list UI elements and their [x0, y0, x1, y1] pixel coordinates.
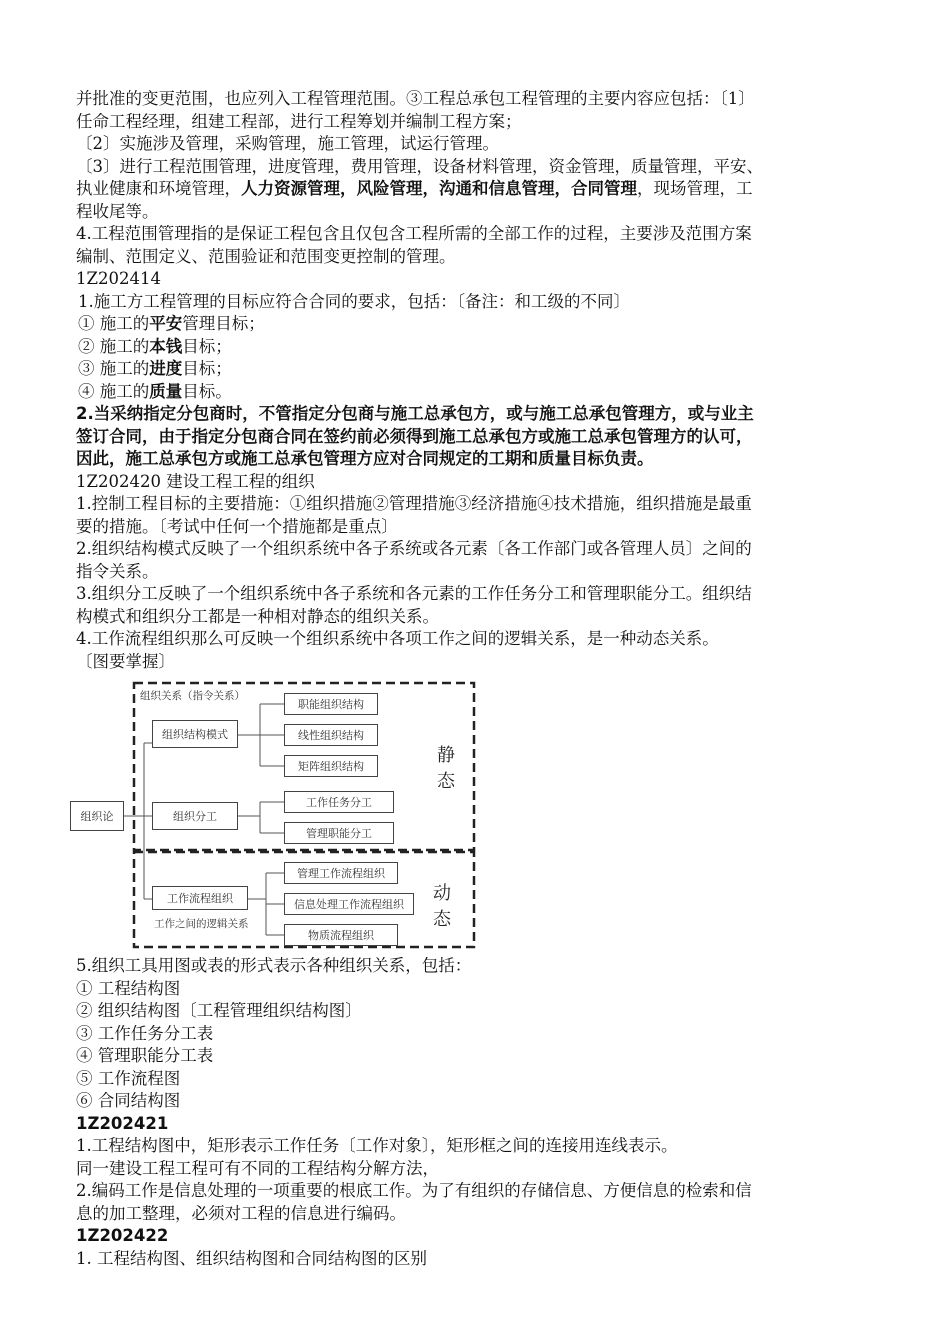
text-line: 程收尾等。 — [76, 201, 159, 221]
text-line: 4.工程范围管理指的是保证工程包含且仅包含工程所需的全部工作的过程，主要涉及范围方案 — [76, 224, 752, 243]
static-label-1: 静 — [437, 745, 455, 766]
text-span: 管理目标； — [182, 314, 265, 333]
list-item: ① 工程结构图 — [76, 978, 181, 998]
text-line: 要的措施。〔考试中任何一个措施都是重点〕 — [76, 516, 398, 536]
text-span: ③ 施工的 — [78, 359, 150, 378]
text-line: 同一建设工程工程可有不同的工程结构分解方法， — [76, 1158, 439, 1178]
text-line: 1. 工程结构图、组织结构图和合同结构图的区别 — [76, 1248, 427, 1268]
text-line: 3.组织分工反映了一个组织系统中各子系统和各元素的工作任务分工和管理职能分工。组织结 — [76, 584, 752, 603]
division-item: 工作任务分工 — [284, 791, 394, 813]
list-item: ③ 工作任务分工表 — [76, 1023, 214, 1043]
text-line: 1.施工方工程管理的目标应符合合同的要求，包括：〔备注：和工级的不同〕 — [78, 291, 630, 311]
dynamic-label-2: 态 — [433, 909, 451, 930]
text-line: 指令关系。 — [76, 561, 159, 581]
flow-item: 信息处理工作流程组织 — [284, 893, 414, 915]
flow-node: 工作流程组织 — [152, 886, 248, 910]
text-span: ① 施工的 — [78, 314, 150, 333]
section-heading: 1Z202422 — [76, 1226, 169, 1245]
list-item: ⑥ 合同结构图 — [76, 1091, 181, 1110]
text-line: 1.控制工程目标的主要措施：①组织措施②管理措施③经济措施④技术措施，组织措施是最重 — [76, 494, 752, 513]
structure-item: 线性组织结构 — [284, 724, 378, 746]
flow-item: 管理工作流程组织 — [284, 862, 398, 884]
text-line: 〔图要掌握〕 — [76, 651, 175, 671]
text-span: 执业健康和环境管理， — [76, 179, 241, 198]
text-line: 并批准的变更范围，也应列入工程管理范围。③工程总承包工程管理的主要内容应包括：〔1〕 — [76, 89, 755, 108]
bold-text: 本钱 — [149, 336, 183, 356]
dynamic-label-1: 动 — [433, 883, 451, 904]
text-line: 2.组织结构模式反映了一个组织系统中各子系统或各元素〔各工作部门或各管理人员〕之间的 — [76, 539, 752, 558]
list-item: ④ 管理职能分工表 — [76, 1046, 214, 1065]
text-line: 2.编码工作是信息处理的一项重要的根底工作。为了有组织的存储信息、方便信息的检索和信 — [76, 1181, 752, 1200]
list-item — [76, 358, 860, 381]
bold-text: 质量 — [149, 381, 183, 401]
bold-line: 因此，施工总承包方或施工总承包管理方应对合同规定的工期和质量目标负责。 — [76, 449, 654, 468]
bold-text: 进度 — [149, 359, 183, 378]
structure-item: 职能组织结构 — [284, 693, 378, 715]
list-item — [76, 381, 860, 404]
relation-label: 组织关系（指令关系） — [140, 690, 245, 702]
structure-item: 矩阵组织结构 — [284, 755, 378, 777]
organization-theory-diagram — [70, 675, 490, 955]
section-heading: 1Z202414 — [76, 269, 161, 288]
text-line — [76, 178, 860, 201]
bold-text: 人力资源管理，风险管理，沟通和信息管理，合同管理 — [241, 179, 637, 198]
list-item — [76, 313, 860, 336]
text-line: 任命工程经理，组建工程部，进行工程筹划并编制工程方案； — [76, 111, 522, 131]
text-line: 〔3〕进行工程范围管理，进度管理，费用管理，设备材料管理，资金管理，质量管理，平安、 — [76, 156, 763, 176]
text-line: 1.工程结构图中，矩形表示工作任务〔工作对象〕，矩形框之间的连接用连线表示。 — [76, 1136, 678, 1155]
text-line: 息的加工整理，必须对工程的信息进行编码。 — [76, 1203, 406, 1223]
list-item — [76, 336, 860, 359]
bold-line: 签订合同，由于指定分包商合同在签约前必须得到施工总承包方或施工总承包管理方的认可， — [76, 426, 753, 446]
text-span: 目标； — [182, 359, 232, 378]
flow-item: 物质流程组织 — [284, 924, 398, 946]
diagram-lines — [70, 675, 490, 955]
list-item: ⑤ 工作流程图 — [76, 1068, 181, 1088]
document-page — [76, 88, 860, 1270]
text-span: 目标。 — [182, 381, 232, 401]
text-line: 〔2〕实施涉及管理，采购管理，施工管理，试运行管理。 — [76, 134, 499, 153]
text-line: 5.组织工具用图或表的形式表示各种组织关系，包括： — [76, 956, 472, 975]
text-span: ，现场管理，工 — [637, 179, 753, 198]
text-line: 4.工作流程组织那么可反映一个组织系统中各项工作之间的逻辑关系，是一种动态关系。 — [76, 629, 719, 648]
text-span: ② 施工的 — [78, 336, 150, 356]
root-node: 组织论 — [70, 801, 124, 831]
list-item: ② 组织结构图〔工程管理组织结构图〕 — [76, 1001, 362, 1020]
division-item: 管理职能分工 — [284, 822, 394, 844]
bold-text: 平安 — [149, 314, 183, 333]
text-span: 目标； — [182, 336, 232, 356]
static-label-2: 态 — [437, 771, 455, 792]
text-span: ④ 施工的 — [78, 381, 150, 401]
division-node: 组织分工 — [152, 802, 238, 830]
text-line: 编制、范围定义、范围验证和范围变更控制的管理。 — [76, 246, 456, 266]
section-heading: 1Z202421 — [76, 1113, 169, 1133]
structure-mode-node: 组织结构模式 — [152, 720, 238, 748]
flow-label: 工作之间的逻辑关系 — [154, 918, 249, 930]
section-heading: 1Z202420 建设工程工程的组织 — [76, 471, 315, 491]
bold-line: 2.当采纳指定分包商时，不管指定分包商与施工总承包方，或与施工总承包管理方，或与业主 — [76, 404, 754, 423]
text-line: 构模式和组织分工都是一种相对静态的组织关系。 — [76, 606, 439, 626]
